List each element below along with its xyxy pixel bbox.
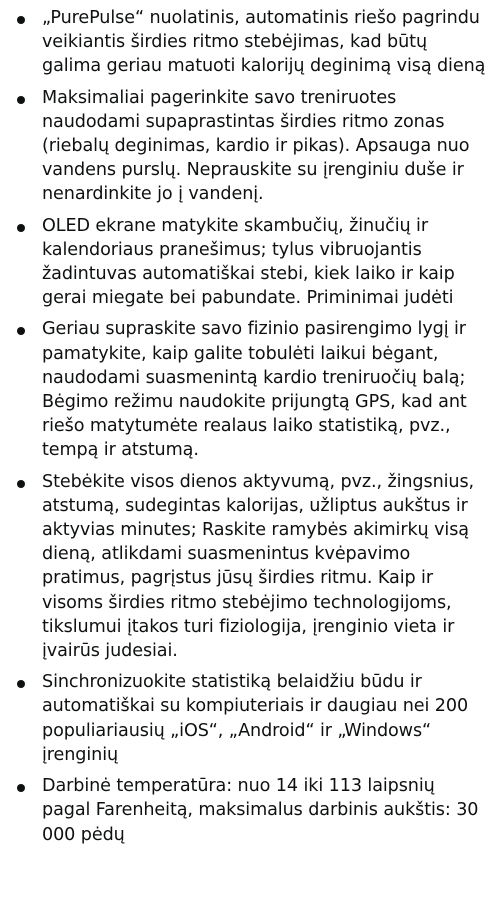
- bullet-dot-icon: [17, 680, 25, 688]
- bullet-dot-icon: [17, 480, 25, 488]
- feature-bullet-item: [8, 470, 493, 664]
- feature-bullet-text: Darbinė temperatūra: nuo 14 iki 113 laipsnių pagal Farenheitą, maksimalus darbinis aukštis: 30 000 pėdų: [42, 776, 479, 845]
- feature-bullet-item: [8, 774, 493, 847]
- feature-bullet-item: [8, 214, 493, 311]
- feature-bullet-list: [0, 6, 493, 847]
- feature-bullet-item: [8, 317, 493, 462]
- feature-bullet-item: [8, 670, 493, 767]
- feature-bullet-text: Maksimaliai pagerinkite savo treniruotes naudodami supaprastintas širdies ritmo zonas (riebalų deginimas, kardio ir pikas). Apsauga nuo vandens purslų. Neprauskite su įrenginiu duše ir nenardinkite jo į vandenį.: [42, 87, 470, 205]
- bullet-dot-icon: [17, 784, 25, 792]
- bullet-dot-icon: [17, 327, 25, 335]
- feature-bullet-text: „PurePulse“ nuolatinis, automatinis riešo pagrindu veikiantis širdies ritmo stebėjimas, kad būtų galima geriau matuoti kalorijų deginimą visą dieną: [42, 8, 486, 77]
- feature-bullet-item: [8, 6, 493, 79]
- feature-bullet-item: [8, 86, 493, 207]
- bullet-dot-icon: [17, 96, 25, 104]
- bullet-dot-icon: [17, 16, 25, 24]
- feature-bullet-text: OLED ekrane matykite skambučių, žinučių ir kalendoriaus pranešimus; tylus vibruojantis žadintuvas automatiškai stebi, kiek laiko ir kaip gerai miegate bei pabundate. Priminimai judėti: [42, 215, 455, 309]
- feature-bullet-text: Stebėkite visos dienos aktyvumą, pvz., žingsnius, atstumą, sudegintas kalorijas, užliptus aukštus ir aktyvias minutes; Raskite ramybės akimirkų visą dieną, atlikdami suasmenintus kvėpavimo pratimus, pagrįstus jūsų širdies ritmu. Kaip ir visoms širdies ritmo stebėjimo technologijoms, tikslumui įtakos turi fiziologija, įrenginio vieta ir įvairūs judesiai.: [42, 471, 475, 662]
- feature-bullet-text: Geriau supraskite savo fizinio pasirengimo lygį ir pamatykite, kaip galite tobulėti laikui bėgant, naudodami suasmenintą kardio treniruočių balą; Bėgimo režimu naudokite prijungtą GPS, kad ant riešo matytumėte realaus laiko statistiką, pvz., tempą ir atstumą.: [42, 319, 467, 461]
- bullet-dot-icon: [17, 224, 25, 232]
- feature-bullet-text: Sinchronizuokite statistiką belaidžiu būdu ir automatiškai su kompiuteriais ir daugiau nei 200 populiariausių „iOS“, „Android“ ir „Windows“ įrenginių: [42, 672, 469, 765]
